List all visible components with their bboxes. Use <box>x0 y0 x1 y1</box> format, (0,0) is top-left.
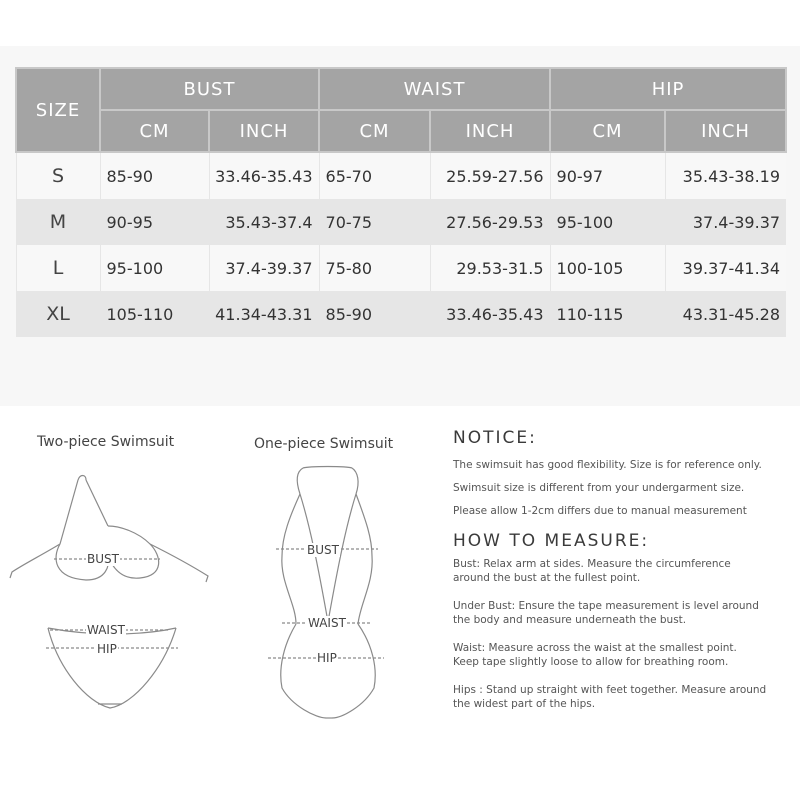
measure-text: Keep tape slightly loose to allow for breathing room. <box>453 656 729 668</box>
swimsuit-diagrams <box>0 406 450 800</box>
waist-label: WAIST <box>308 616 346 630</box>
header-row-units <box>16 110 786 152</box>
waist-cm-cell: 85-90 <box>319 291 430 337</box>
waist-inch-cell: 33.46-35.43 <box>430 291 550 337</box>
left-waist <box>282 556 296 624</box>
table-row <box>16 245 786 291</box>
left-halter-strap <box>60 480 78 544</box>
waist-inch-cell: 27.56-29.53 <box>430 199 550 245</box>
left-hip <box>281 624 326 718</box>
neck-tie <box>78 476 86 481</box>
measure-text: Under Bust: Ensure the tape measurement is level around <box>453 600 759 612</box>
bust-cm-cell: 105-110 <box>100 291 209 337</box>
how-to-measure-title: HOW TO MEASURE: <box>453 531 650 551</box>
right-hip <box>332 624 375 718</box>
hip-cm-cell: 110-115 <box>550 291 665 337</box>
notice-panel <box>453 428 793 725</box>
right-halter-strap <box>86 480 108 526</box>
bust-cm-cell: 90-95 <box>100 199 209 245</box>
hip-cm-cell: 90-97 <box>550 152 665 199</box>
notice-line: Please allow 1-2cm differs due to manual measurement <box>453 505 747 517</box>
size-label: XL <box>16 291 100 337</box>
hip-inch-cell: 35.43-38.19 <box>665 152 786 199</box>
unit-header: CM <box>100 110 209 152</box>
measure-text: the body and measure underneath the bust. <box>453 614 687 626</box>
hip-inch-cell: 37.4-39.37 <box>665 199 786 245</box>
hip-cm-cell: 95-100 <box>550 199 665 245</box>
right-chest <box>356 494 372 556</box>
waist-cm-cell: 75-80 <box>319 245 430 291</box>
waist-cm-cell: 70-75 <box>319 199 430 245</box>
unit-header: CM <box>550 110 665 152</box>
left-neck <box>297 468 303 494</box>
measure-text: around the bust at the fullest point. <box>453 572 641 584</box>
bust-header: BUST <box>100 68 319 110</box>
center-left-line <box>300 494 328 622</box>
right-neck <box>352 468 358 494</box>
measure-item-bust <box>453 557 793 599</box>
table-row <box>16 199 786 245</box>
size-chart-table <box>15 67 787 337</box>
measure-text: the widest part of the hips. <box>453 698 596 710</box>
hip-inch-cell: 39.37-41.34 <box>665 245 786 291</box>
right-waist <box>358 556 372 624</box>
size-label: M <box>16 199 100 245</box>
measure-text: Waist: Measure across the waist at the smallest point. <box>453 642 737 654</box>
waist-inch-cell: 25.59-27.56 <box>430 152 550 199</box>
notice-title: NOTICE: <box>453 428 537 448</box>
bust-inch-cell: 35.43-37.4 <box>209 199 319 245</box>
measure-text: Hips : Stand up straight with feet together. Measure around <box>453 684 767 696</box>
two-piece-title: Two-piece Swimsuit <box>37 434 175 450</box>
left-chest <box>282 494 300 556</box>
bust-inch-cell: 37.4-39.37 <box>209 245 319 291</box>
measure-item-hips <box>453 683 793 725</box>
one-piece-title: One-piece Swimsuit <box>254 436 394 452</box>
center-right-line <box>328 494 356 622</box>
size-label: S <box>16 152 100 199</box>
measure-text: Bust: Relax arm at sides. Measure the circumference <box>453 558 731 570</box>
hip-label: HIP <box>97 642 117 656</box>
neckline <box>303 467 352 469</box>
bust-label: BUST <box>307 543 339 557</box>
bust-inch-cell: 41.34-43.31 <box>209 291 319 337</box>
measure-section <box>0 406 800 800</box>
measure-item-waist <box>453 641 793 683</box>
one-piece-illustration <box>268 467 384 719</box>
bust-inch-cell: 33.46-35.43 <box>209 152 319 199</box>
left-back-strap <box>10 544 60 578</box>
two-piece-illustration <box>10 476 208 709</box>
waist-label: WAIST <box>87 623 125 637</box>
unit-header: INCH <box>430 110 550 152</box>
waist-header: WAIST <box>319 68 550 110</box>
header-row-groups <box>16 68 786 110</box>
unit-header: INCH <box>665 110 786 152</box>
waist-cm-cell: 65-70 <box>319 152 430 199</box>
bust-label: BUST <box>87 552 119 566</box>
size-label: L <box>16 245 100 291</box>
hip-header: HIP <box>550 68 786 110</box>
hip-cm-cell: 100-105 <box>550 245 665 291</box>
hip-inch-cell: 43.31-45.28 <box>665 291 786 337</box>
bust-cm-cell: 95-100 <box>100 245 209 291</box>
measure-item-underbust <box>453 599 793 641</box>
waist-inch-cell: 29.53-31.5 <box>430 245 550 291</box>
unit-header: INCH <box>209 110 319 152</box>
notice-line: The swimsuit has good flexibility. Size is for reference only. <box>453 459 762 471</box>
unit-header: CM <box>319 110 430 152</box>
table-row <box>16 291 786 337</box>
bottom-outline <box>48 628 176 708</box>
hip-label: HIP <box>317 651 337 665</box>
bust-cm-cell: 85-90 <box>100 152 209 199</box>
notice-line: Swimsuit size is different from your undergarment size. <box>453 482 745 494</box>
size-header: SIZE <box>16 68 100 152</box>
top-band <box>0 0 800 46</box>
table-row <box>16 152 786 199</box>
